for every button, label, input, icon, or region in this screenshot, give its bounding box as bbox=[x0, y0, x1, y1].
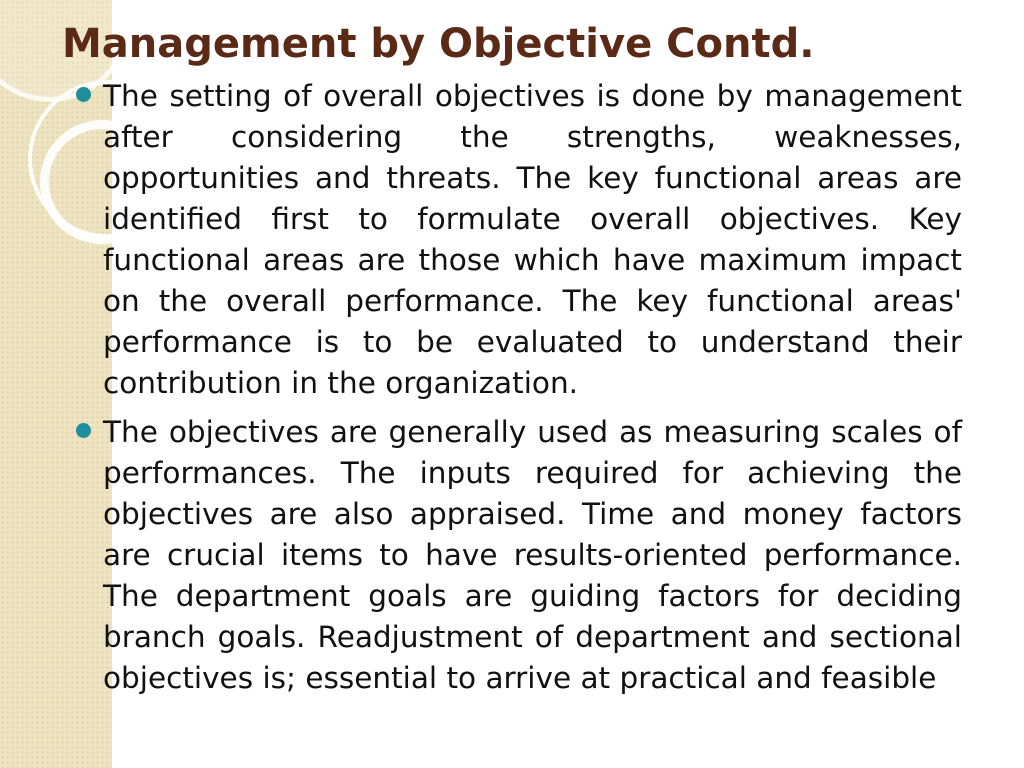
bullet-item bbox=[72, 76, 962, 404]
bullet-item bbox=[72, 412, 962, 699]
slide-title: Management by Objective Contd. bbox=[62, 21, 815, 67]
bullet-list bbox=[72, 76, 962, 707]
bullet-dot-icon bbox=[76, 87, 91, 102]
bullet-dot-icon bbox=[76, 423, 91, 438]
bullet-text: The objectives are generally used as measuring scales of performances. The inputs required for achieving the objectives are also appraised. Time and money factors are crucial items to have results-oriented performance. The department goals are guiding factors for deciding branch goals. Readjustment of department and sectional objectives is; essential to arrive at practical and feasible bbox=[103, 415, 962, 695]
bullet-text: The setting of overall objectives is done by management after considering the strengths, weaknesses, opportunities and threats. The key functional areas are identified first to formulate overall objectives. Key functional areas are those which have maximum impact on the overall performance. The key functional areas' performance is to be evaluated to understand their contribution in the organization. bbox=[103, 79, 962, 400]
